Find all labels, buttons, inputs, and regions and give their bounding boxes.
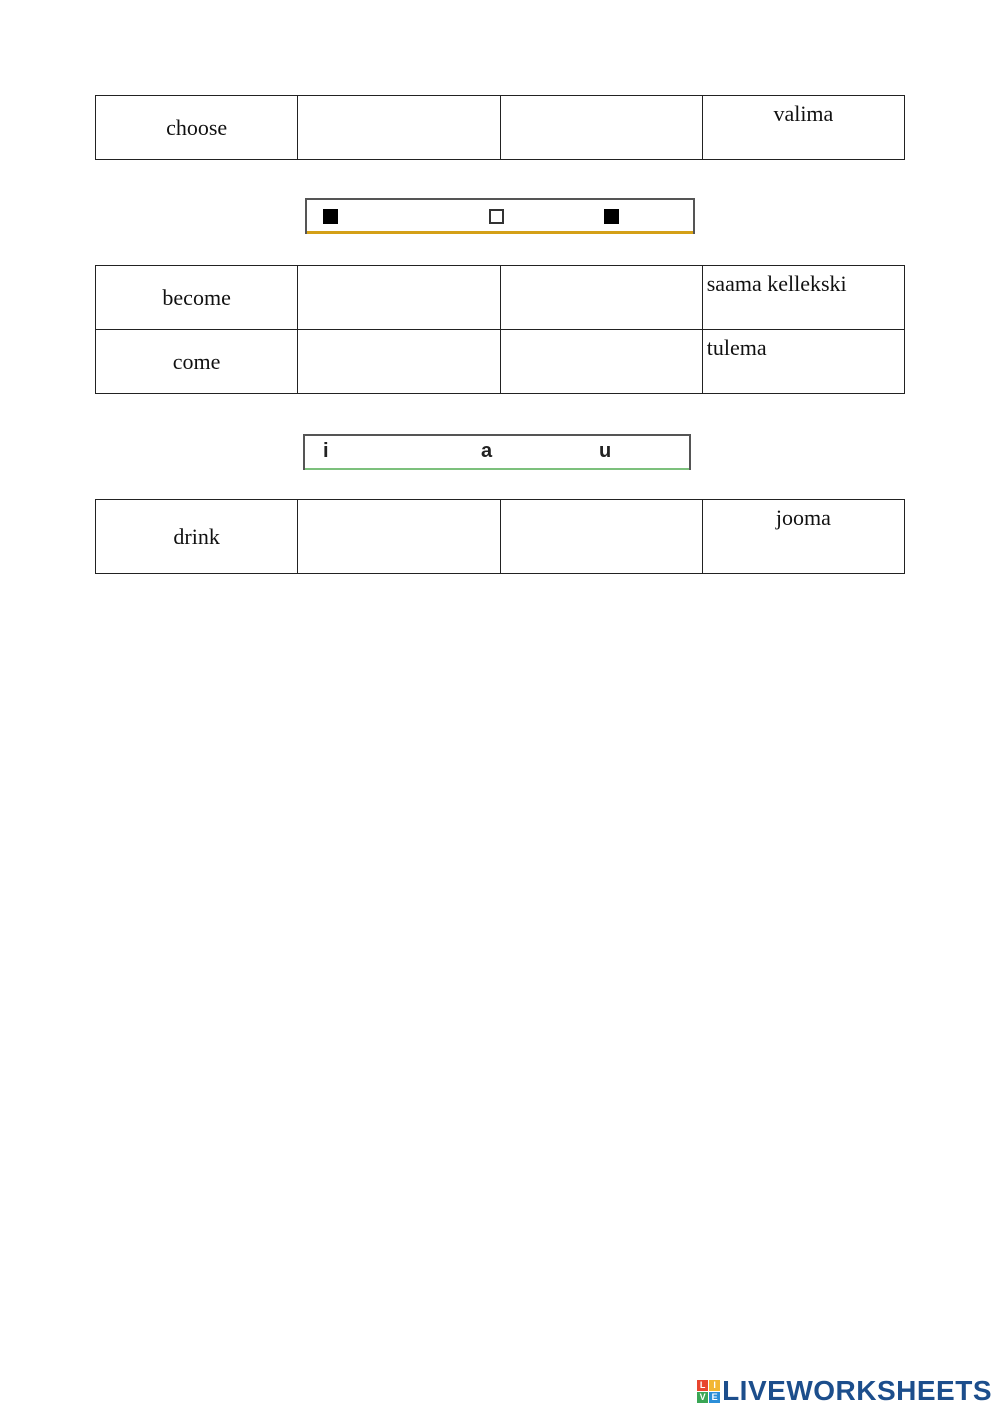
verb-table-choose (95, 95, 905, 160)
pattern-underline (307, 231, 693, 234)
liveworksheets-logo-icon (697, 1380, 720, 1403)
logo-letter: V (697, 1392, 708, 1403)
liveworksheets-brand[interactable] (697, 1375, 992, 1407)
logo-letter: L (697, 1380, 708, 1391)
base-form-cell: drink (96, 500, 298, 574)
translation-cell: tulema (702, 330, 904, 394)
table-row (96, 266, 905, 330)
vowel-letter: u (599, 440, 612, 462)
past-participle-answer-cell[interactable] (500, 266, 702, 330)
table-row (96, 500, 905, 574)
base-form-cell: choose (96, 96, 298, 160)
table-row (96, 96, 905, 160)
base-form-cell: become (96, 266, 298, 330)
translation-cell: jooma (702, 500, 904, 574)
verb-table-become-come (95, 265, 905, 394)
past-simple-answer-cell[interactable] (298, 266, 500, 330)
pattern-bar-vowels (303, 434, 691, 470)
base-form-cell: come (96, 330, 298, 394)
brand-text: LIVEWORKSHEETS (722, 1375, 992, 1406)
filled-square-icon (604, 209, 619, 224)
vowel-letter: a (481, 440, 493, 462)
table-row (96, 330, 905, 394)
past-participle-answer-cell[interactable] (500, 330, 702, 394)
vowel-letter: i (323, 440, 329, 462)
past-participle-answer-cell[interactable] (500, 96, 702, 160)
translation-cell: saama kellekski (702, 266, 904, 330)
empty-square-icon (489, 209, 504, 224)
logo-letter: E (709, 1392, 720, 1403)
past-participle-answer-cell[interactable] (500, 500, 702, 574)
past-simple-answer-cell[interactable] (298, 96, 500, 160)
past-simple-answer-cell[interactable] (298, 500, 500, 574)
filled-square-icon (323, 209, 338, 224)
pattern-underline (305, 468, 689, 470)
logo-letter: I (709, 1380, 720, 1391)
past-simple-answer-cell[interactable] (298, 330, 500, 394)
translation-cell: valima (702, 96, 904, 160)
verb-table-drink (95, 499, 905, 574)
pattern-bar-squares (305, 198, 695, 234)
